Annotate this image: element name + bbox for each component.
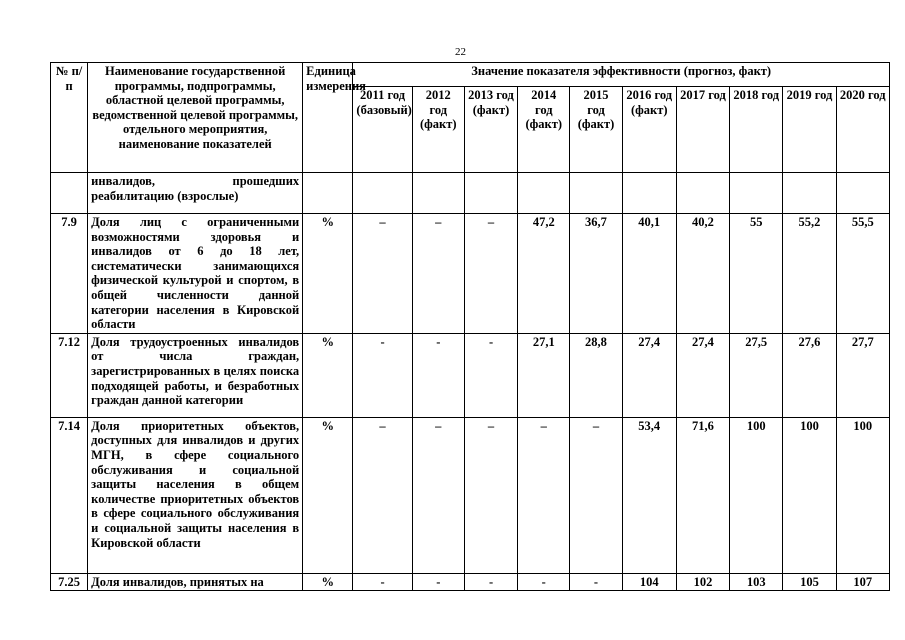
row-value [730, 173, 783, 214]
row-value: – [412, 214, 464, 334]
header-year: 2015 год (факт) [570, 87, 622, 173]
row-value [836, 173, 889, 214]
row-name: Доля лиц с ограниченными возможностями здоровья и инвалидов от 6 до 18 лет, систематически занимающихся физической культурой и спортом, в общей численности данной категории населения в Кировской области [88, 214, 303, 334]
row-value: - [353, 573, 412, 591]
row-name: Доля трудоустроенных инвалидов от числа граждан, зарегистрированных в целях поиска подходящей работы, и безработных граждан данной категории [88, 333, 303, 417]
row-value: 71,6 [676, 417, 729, 573]
table-row [51, 573, 890, 591]
row-value: 27,5 [730, 333, 783, 417]
header-year: 2018 год [730, 87, 783, 173]
row-value: – [464, 214, 517, 334]
row-value: 27,4 [676, 333, 729, 417]
row-value: - [412, 333, 464, 417]
row-unit [303, 173, 353, 214]
table-row [51, 173, 890, 214]
row-value: 27,4 [622, 333, 676, 417]
header-year: 2014 год (факт) [518, 87, 570, 173]
row-value: 105 [783, 573, 836, 591]
table-row [51, 214, 890, 334]
header-unit: Единица измерения [303, 63, 353, 173]
row-value: 47,2 [518, 214, 570, 334]
row-value: 102 [676, 573, 729, 591]
row-num [51, 173, 88, 214]
header-year: 2012 год (факт) [412, 87, 464, 173]
row-name: Доля приоритетных объектов, доступных для инвалидов и других МГН, в сфере социального обслуживания и социальной защиты населения в общем количестве приоритетных объектов в сфере социального обслуживания и социальной защиты населения в Кировской области [88, 417, 303, 573]
row-num: 7.14 [51, 417, 88, 573]
row-unit: % [303, 417, 353, 573]
row-value: - [570, 573, 622, 591]
row-value: 55 [730, 214, 783, 334]
row-value: - [412, 573, 464, 591]
row-value: – [353, 214, 412, 334]
table-row [51, 333, 890, 417]
row-name: Доля инвалидов, принятых на [88, 573, 303, 591]
row-value: - [464, 573, 517, 591]
row-num: 7.9 [51, 214, 88, 334]
row-value [676, 173, 729, 214]
header-year: 2019 год [783, 87, 836, 173]
row-unit: % [303, 573, 353, 591]
row-value [622, 173, 676, 214]
row-value: 53,4 [622, 417, 676, 573]
row-value: 28,8 [570, 333, 622, 417]
row-value: 107 [836, 573, 889, 591]
row-value: 55,5 [836, 214, 889, 334]
header-year: 2011 год (базовый) [353, 87, 412, 173]
row-unit: % [303, 333, 353, 417]
row-value: 36,7 [570, 214, 622, 334]
row-value [783, 173, 836, 214]
row-value: 104 [622, 573, 676, 591]
table-row [51, 417, 890, 573]
row-value: - [353, 333, 412, 417]
header-year: 2017 год [676, 87, 729, 173]
header-year: 2016 год (факт) [622, 87, 676, 173]
row-value: 27,6 [783, 333, 836, 417]
row-value: – [464, 417, 517, 573]
row-value [412, 173, 464, 214]
row-value: 100 [783, 417, 836, 573]
row-value: 100 [730, 417, 783, 573]
header-num: № п/п [51, 63, 88, 173]
row-value: – [518, 417, 570, 573]
row-value: 55,2 [783, 214, 836, 334]
row-value: 40,2 [676, 214, 729, 334]
row-value: – [412, 417, 464, 573]
row-value: - [464, 333, 517, 417]
header-year: 2020 год [836, 87, 889, 173]
row-value: 27,7 [836, 333, 889, 417]
row-value [464, 173, 517, 214]
row-value [518, 173, 570, 214]
row-name: инвалидов, прошедших реабилитацию (взрослые) [88, 173, 303, 214]
row-value: – [353, 417, 412, 573]
row-value [570, 173, 622, 214]
header-name: Наименование государственной программы, подпрограммы, областной целевой программы, ведомственной целевой программы, отдельного мероприятия, наименование показателей [88, 63, 303, 173]
row-value [353, 173, 412, 214]
header-year: 2013 год (факт) [464, 87, 517, 173]
row-num: 7.12 [51, 333, 88, 417]
row-num: 7.25 [51, 573, 88, 591]
row-value: – [570, 417, 622, 573]
row-value: 103 [730, 573, 783, 591]
row-value: 100 [836, 417, 889, 573]
row-value: 27,1 [518, 333, 570, 417]
header-values-group: Значение показателя эффективности (прогноз, факт) [353, 63, 890, 87]
page-number: 22 [455, 46, 466, 58]
row-value: - [518, 573, 570, 591]
row-value: 40,1 [622, 214, 676, 334]
indicators-table [50, 62, 890, 591]
row-unit: % [303, 214, 353, 334]
